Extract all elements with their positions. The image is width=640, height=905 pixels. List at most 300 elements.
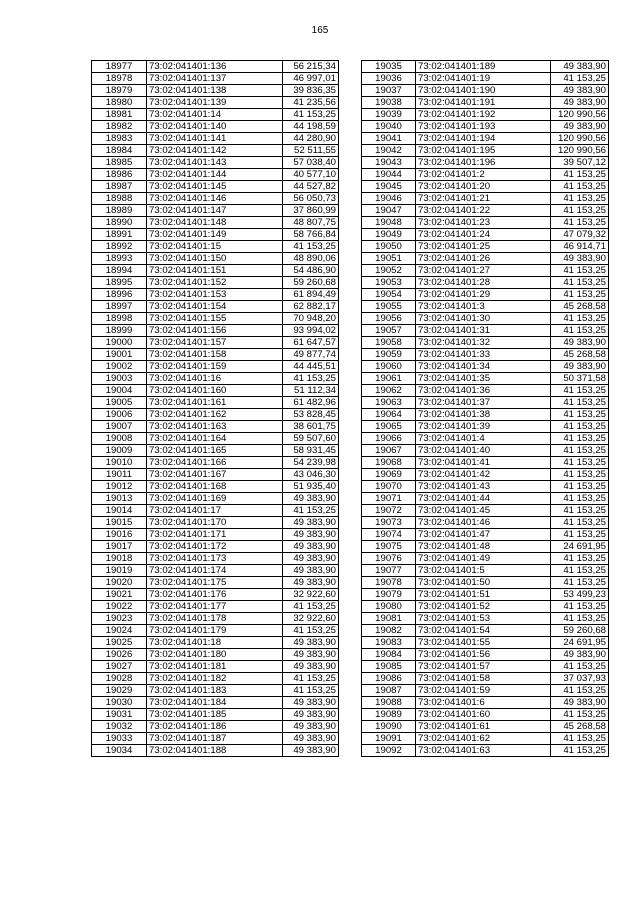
- row-number-cell: 18993: [92, 253, 147, 265]
- table-row: [362, 277, 609, 289]
- table-row: [362, 205, 609, 217]
- table-row: [362, 181, 609, 193]
- table-row: [362, 433, 609, 445]
- value-cell: 41 153,25: [551, 481, 609, 493]
- value-cell: 50 371,58: [551, 373, 609, 385]
- row-number-cell: 18985: [92, 157, 147, 169]
- row-number-cell: 19020: [92, 577, 147, 589]
- value-cell: 41 153,25: [551, 385, 609, 397]
- cadastral-number-cell: 73:02:041401:32: [416, 337, 551, 349]
- row-number-cell: 19086: [362, 673, 416, 685]
- row-number-cell: 18990: [92, 217, 147, 229]
- cadastral-number-cell: 73:02:041401:36: [416, 385, 551, 397]
- value-cell: 37 860,99: [283, 205, 339, 217]
- row-number-cell: 19018: [92, 553, 147, 565]
- cadastral-number-cell: 73:02:041401:181: [147, 661, 283, 673]
- table-row: [362, 541, 609, 553]
- value-cell: 59 260,68: [283, 277, 339, 289]
- table-row: [362, 721, 609, 733]
- table-row: [362, 193, 609, 205]
- table-row: [92, 733, 339, 745]
- cadastral-number-cell: 73:02:041401:173: [147, 553, 283, 565]
- row-number-cell: 19004: [92, 385, 147, 397]
- cadastral-number-cell: 73:02:041401:195: [416, 145, 551, 157]
- cadastral-number-cell: 73:02:041401:22: [416, 205, 551, 217]
- row-number-cell: 19051: [362, 253, 416, 265]
- table-row: [362, 709, 609, 721]
- table-row: [362, 481, 609, 493]
- row-number-cell: 19064: [362, 409, 416, 421]
- value-cell: 53 499,23: [551, 589, 609, 601]
- cadastral-number-cell: 73:02:041401:150: [147, 253, 283, 265]
- table-row: [92, 445, 339, 457]
- cadastral-number-cell: 73:02:041401:15: [147, 241, 283, 253]
- cadastral-number-cell: 73:02:041401:49: [416, 553, 551, 565]
- cadastral-number-cell: 73:02:041401:170: [147, 517, 283, 529]
- table-row: [362, 469, 609, 481]
- row-number-cell: 19070: [362, 481, 416, 493]
- row-number-cell: 19019: [92, 565, 147, 577]
- cadastral-number-cell: 73:02:041401:61: [416, 721, 551, 733]
- table-row: [92, 253, 339, 265]
- row-number-cell: 19023: [92, 613, 147, 625]
- row-number-cell: 19084: [362, 649, 416, 661]
- table-row: [92, 385, 339, 397]
- row-number-cell: 19050: [362, 241, 416, 253]
- value-cell: 49 383,90: [551, 85, 609, 97]
- cadastral-number-cell: 73:02:041401:180: [147, 649, 283, 661]
- cadastral-number-cell: 73:02:041401:152: [147, 277, 283, 289]
- value-cell: 41 153,25: [551, 277, 609, 289]
- value-cell: 41 153,25: [551, 529, 609, 541]
- value-cell: 40 577,10: [283, 169, 339, 181]
- row-number-cell: 19046: [362, 193, 416, 205]
- row-number-cell: 18992: [92, 241, 147, 253]
- row-number-cell: 19015: [92, 517, 147, 529]
- row-number-cell: 18991: [92, 229, 147, 241]
- value-cell: 41 153,25: [551, 217, 609, 229]
- cadastral-number-cell: 73:02:041401:28: [416, 277, 551, 289]
- row-number-cell: 19012: [92, 481, 147, 493]
- row-number-cell: 19090: [362, 721, 416, 733]
- table-row: [92, 121, 339, 133]
- row-number-cell: 18988: [92, 193, 147, 205]
- value-cell: 56 215,34: [283, 61, 339, 73]
- table-row: [92, 277, 339, 289]
- cadastral-number-cell: 73:02:041401:154: [147, 301, 283, 313]
- cadastral-number-cell: 73:02:041401:196: [416, 157, 551, 169]
- value-cell: 32 922,60: [283, 613, 339, 625]
- table-row: [92, 73, 339, 85]
- value-cell: 41 153,25: [283, 241, 339, 253]
- cadastral-number-cell: 73:02:041401:27: [416, 265, 551, 277]
- row-number-cell: 19029: [92, 685, 147, 697]
- value-cell: 49 383,90: [283, 493, 339, 505]
- value-cell: 43 046,30: [283, 469, 339, 481]
- row-number-cell: 19000: [92, 337, 147, 349]
- value-cell: 62 882,17: [283, 301, 339, 313]
- value-cell: 24 691,95: [551, 637, 609, 649]
- page-number: 165: [311, 25, 329, 36]
- table-row: [362, 61, 609, 73]
- value-cell: 41 153,25: [551, 433, 609, 445]
- table-row: [92, 409, 339, 421]
- table-row: [92, 241, 339, 253]
- table-row: [92, 217, 339, 229]
- value-cell: 51 112,34: [283, 385, 339, 397]
- table-row: [92, 181, 339, 193]
- table-row: [362, 745, 609, 757]
- table-row: [362, 625, 609, 637]
- table-row: [92, 565, 339, 577]
- cadastral-number-cell: 73:02:041401:167: [147, 469, 283, 481]
- cadastral-number-cell: 73:02:041401:38: [416, 409, 551, 421]
- row-number-cell: 19032: [92, 721, 147, 733]
- table-row: [362, 673, 609, 685]
- cadastral-number-cell: 73:02:041401:50: [416, 577, 551, 589]
- value-cell: 41 153,25: [283, 373, 339, 385]
- table-row: [92, 133, 339, 145]
- row-number-cell: 19076: [362, 553, 416, 565]
- table-row: [362, 85, 609, 97]
- row-number-cell: 19077: [362, 565, 416, 577]
- value-cell: 57 038,40: [283, 157, 339, 169]
- row-number-cell: 18982: [92, 121, 147, 133]
- row-number-cell: 19078: [362, 577, 416, 589]
- value-cell: 41 153,25: [551, 601, 609, 613]
- value-cell: 41 153,25: [551, 517, 609, 529]
- table-row: [92, 457, 339, 469]
- value-cell: 24 691,95: [551, 541, 609, 553]
- row-number-cell: 19031: [92, 709, 147, 721]
- table-row: [92, 289, 339, 301]
- row-number-cell: 19091: [362, 733, 416, 745]
- row-number-cell: 19035: [362, 61, 416, 73]
- row-number-cell: 19059: [362, 349, 416, 361]
- row-number-cell: 18987: [92, 181, 147, 193]
- row-number-cell: 18983: [92, 133, 147, 145]
- cadastral-number-cell: 73:02:041401:164: [147, 433, 283, 445]
- value-cell: 44 445,51: [283, 361, 339, 373]
- value-cell: 41 153,25: [551, 313, 609, 325]
- table-row: [362, 685, 609, 697]
- value-cell: 49 383,90: [283, 697, 339, 709]
- table-row: [362, 613, 609, 625]
- table-row: [362, 145, 609, 157]
- cadastral-number-cell: 73:02:041401:171: [147, 529, 283, 541]
- value-cell: 61 482,96: [283, 397, 339, 409]
- value-cell: 44 280,90: [283, 133, 339, 145]
- cadastral-number-cell: 73:02:041401:193: [416, 121, 551, 133]
- table-row: [362, 133, 609, 145]
- value-cell: 41 153,25: [283, 685, 339, 697]
- row-number-cell: 19043: [362, 157, 416, 169]
- cadastral-number-cell: 73:02:041401:60: [416, 709, 551, 721]
- table-row: [92, 625, 339, 637]
- row-number-cell: 18998: [92, 313, 147, 325]
- table-row: [92, 613, 339, 625]
- value-cell: 49 383,90: [283, 649, 339, 661]
- cadastral-number-cell: 73:02:041401:151: [147, 265, 283, 277]
- cadastral-number-cell: 73:02:041401:4: [416, 433, 551, 445]
- value-cell: 58 931,45: [283, 445, 339, 457]
- row-number-cell: 19083: [362, 637, 416, 649]
- value-cell: 41 153,25: [551, 457, 609, 469]
- cadastral-number-cell: 73:02:041401:57: [416, 661, 551, 673]
- row-number-cell: 19058: [362, 337, 416, 349]
- cadastral-number-cell: 73:02:041401:35: [416, 373, 551, 385]
- table-row: [362, 733, 609, 745]
- value-cell: 49 383,90: [283, 721, 339, 733]
- cadastral-number-cell: 73:02:041401:172: [147, 541, 283, 553]
- cadastral-number-cell: 73:02:041401:158: [147, 349, 283, 361]
- cadastral-number-cell: 73:02:041401:3: [416, 301, 551, 313]
- value-cell: 49 383,90: [551, 61, 609, 73]
- table-row: [92, 325, 339, 337]
- cadastral-number-cell: 73:02:041401:53: [416, 613, 551, 625]
- cadastral-number-cell: 73:02:041401:42: [416, 469, 551, 481]
- row-number-cell: 19089: [362, 709, 416, 721]
- row-number-cell: 19057: [362, 325, 416, 337]
- parcel-table-left: [91, 60, 339, 757]
- table-row: [362, 97, 609, 109]
- value-cell: 52 511,55: [283, 145, 339, 157]
- value-cell: 41 153,25: [551, 745, 609, 757]
- value-cell: 49 383,90: [551, 697, 609, 709]
- cadastral-number-cell: 73:02:041401:166: [147, 457, 283, 469]
- row-number-cell: 18978: [92, 73, 147, 85]
- table-row: [362, 385, 609, 397]
- value-cell: 39 836,35: [283, 85, 339, 97]
- cadastral-number-cell: 73:02:041401:175: [147, 577, 283, 589]
- table-row: [92, 697, 339, 709]
- cadastral-number-cell: 73:02:041401:182: [147, 673, 283, 685]
- value-cell: 41 153,25: [551, 613, 609, 625]
- cadastral-number-cell: 73:02:041401:59: [416, 685, 551, 697]
- row-number-cell: 19025: [92, 637, 147, 649]
- row-number-cell: 19028: [92, 673, 147, 685]
- row-number-cell: 19041: [362, 133, 416, 145]
- cadastral-number-cell: 73:02:041401:165: [147, 445, 283, 457]
- row-number-cell: 19027: [92, 661, 147, 673]
- table-row: [362, 397, 609, 409]
- cadastral-number-cell: 73:02:041401:23: [416, 217, 551, 229]
- cadastral-number-cell: 73:02:041401:6: [416, 697, 551, 709]
- row-number-cell: 19042: [362, 145, 416, 157]
- cadastral-number-cell: 73:02:041401:138: [147, 85, 283, 97]
- row-number-cell: 19001: [92, 349, 147, 361]
- row-number-cell: 19063: [362, 397, 416, 409]
- table-row: [92, 61, 339, 73]
- value-cell: 41 153,25: [551, 661, 609, 673]
- value-cell: 41 153,25: [283, 625, 339, 637]
- cadastral-number-cell: 73:02:041401:176: [147, 589, 283, 601]
- table-row: [92, 553, 339, 565]
- cadastral-number-cell: 73:02:041401:37: [416, 397, 551, 409]
- row-number-cell: 18995: [92, 277, 147, 289]
- value-cell: 47 079,32: [551, 229, 609, 241]
- row-number-cell: 18999: [92, 325, 147, 337]
- table-row: [362, 109, 609, 121]
- cadastral-number-cell: 73:02:041401:40: [416, 445, 551, 457]
- table-row: [92, 637, 339, 649]
- cadastral-number-cell: 73:02:041401:141: [147, 133, 283, 145]
- table-row: [92, 169, 339, 181]
- value-cell: 49 383,90: [551, 649, 609, 661]
- value-cell: 49 383,90: [551, 361, 609, 373]
- table-row: [362, 649, 609, 661]
- value-cell: 41 235,56: [283, 97, 339, 109]
- value-cell: 41 153,25: [551, 181, 609, 193]
- value-cell: 49 383,90: [283, 661, 339, 673]
- value-cell: 41 153,25: [283, 673, 339, 685]
- value-cell: 49 383,90: [283, 733, 339, 745]
- row-number-cell: 19048: [362, 217, 416, 229]
- value-cell: 41 153,25: [551, 505, 609, 517]
- value-cell: 39 507,12: [551, 157, 609, 169]
- parcel-table-right: [361, 60, 609, 757]
- cadastral-number-cell: 73:02:041401:153: [147, 289, 283, 301]
- row-number-cell: 19080: [362, 601, 416, 613]
- cadastral-number-cell: 73:02:041401:187: [147, 733, 283, 745]
- value-cell: 51 935,40: [283, 481, 339, 493]
- row-number-cell: 19007: [92, 421, 147, 433]
- value-cell: 49 383,90: [551, 121, 609, 133]
- value-cell: 45 268,58: [551, 349, 609, 361]
- table-row: [362, 577, 609, 589]
- row-number-cell: 19038: [362, 97, 416, 109]
- cadastral-number-cell: 73:02:041401:31: [416, 325, 551, 337]
- cadastral-number-cell: 73:02:041401:191: [416, 97, 551, 109]
- row-number-cell: 19014: [92, 505, 147, 517]
- row-number-cell: 19061: [362, 373, 416, 385]
- row-number-cell: 19010: [92, 457, 147, 469]
- value-cell: 49 383,90: [283, 553, 339, 565]
- cadastral-number-cell: 73:02:041401:34: [416, 361, 551, 373]
- row-number-cell: 19021: [92, 589, 147, 601]
- table-row: [362, 457, 609, 469]
- row-number-cell: 19033: [92, 733, 147, 745]
- value-cell: 120 990,56: [551, 109, 609, 121]
- cadastral-number-cell: 73:02:041401:48: [416, 541, 551, 553]
- value-cell: 41 153,25: [283, 601, 339, 613]
- table-row: [362, 361, 609, 373]
- cadastral-number-cell: 73:02:041401:5: [416, 565, 551, 577]
- cadastral-number-cell: 73:02:041401:43: [416, 481, 551, 493]
- row-number-cell: 19062: [362, 385, 416, 397]
- row-number-cell: 19026: [92, 649, 147, 661]
- table-row: [92, 493, 339, 505]
- value-cell: 53 828,45: [283, 409, 339, 421]
- cadastral-number-cell: 73:02:041401:156: [147, 325, 283, 337]
- row-number-cell: 19024: [92, 625, 147, 637]
- value-cell: 41 153,25: [551, 205, 609, 217]
- value-cell: 58 766,84: [283, 229, 339, 241]
- table-row: [362, 325, 609, 337]
- table-row: [92, 193, 339, 205]
- row-number-cell: 19068: [362, 457, 416, 469]
- cadastral-number-cell: 73:02:041401:21: [416, 193, 551, 205]
- row-number-cell: 19054: [362, 289, 416, 301]
- row-number-cell: 18996: [92, 289, 147, 301]
- cadastral-number-cell: 73:02:041401:140: [147, 121, 283, 133]
- cadastral-number-cell: 73:02:041401:177: [147, 601, 283, 613]
- row-number-cell: 19016: [92, 529, 147, 541]
- row-number-cell: 19055: [362, 301, 416, 313]
- value-cell: 41 153,25: [551, 445, 609, 457]
- cadastral-number-cell: 73:02:041401:136: [147, 61, 283, 73]
- cadastral-number-cell: 73:02:041401:186: [147, 721, 283, 733]
- cadastral-number-cell: 73:02:041401:30: [416, 313, 551, 325]
- cadastral-number-cell: 73:02:041401:17: [147, 505, 283, 517]
- value-cell: 41 153,25: [551, 733, 609, 745]
- value-cell: 49 383,90: [551, 97, 609, 109]
- row-number-cell: 19036: [362, 73, 416, 85]
- value-cell: 41 153,25: [551, 565, 609, 577]
- value-cell: 41 153,25: [551, 169, 609, 181]
- cadastral-number-cell: 73:02:041401:169: [147, 493, 283, 505]
- table-row: [362, 157, 609, 169]
- cadastral-number-cell: 73:02:041401:192: [416, 109, 551, 121]
- row-number-cell: 19085: [362, 661, 416, 673]
- value-cell: 49 383,90: [283, 517, 339, 529]
- table-row: [362, 301, 609, 313]
- table-row: [362, 553, 609, 565]
- cadastral-number-cell: 73:02:041401:55: [416, 637, 551, 649]
- table-row: [92, 313, 339, 325]
- cadastral-number-cell: 73:02:041401:52: [416, 601, 551, 613]
- table-row: [92, 373, 339, 385]
- row-number-cell: 19008: [92, 433, 147, 445]
- table-row: [92, 205, 339, 217]
- row-number-cell: 19040: [362, 121, 416, 133]
- value-cell: 41 153,25: [551, 709, 609, 721]
- table-row: [92, 85, 339, 97]
- value-cell: 46 997,01: [283, 73, 339, 85]
- row-number-cell: 19052: [362, 265, 416, 277]
- table-row: [92, 229, 339, 241]
- value-cell: 70 948,20: [283, 313, 339, 325]
- value-cell: 41 153,25: [551, 325, 609, 337]
- cadastral-number-cell: 73:02:041401:20: [416, 181, 551, 193]
- table-row: [92, 541, 339, 553]
- row-number-cell: 19006: [92, 409, 147, 421]
- table-row: [92, 421, 339, 433]
- row-number-cell: 19072: [362, 505, 416, 517]
- row-number-cell: 18994: [92, 265, 147, 277]
- row-number-cell: 19082: [362, 625, 416, 637]
- row-number-cell: 19053: [362, 277, 416, 289]
- value-cell: 49 383,90: [283, 565, 339, 577]
- value-cell: 59 260,68: [551, 625, 609, 637]
- value-cell: 49 383,90: [551, 337, 609, 349]
- cadastral-number-cell: 73:02:041401:162: [147, 409, 283, 421]
- value-cell: 49 383,90: [283, 709, 339, 721]
- cadastral-number-cell: 73:02:041401:54: [416, 625, 551, 637]
- row-number-cell: 18986: [92, 169, 147, 181]
- value-cell: 41 153,25: [551, 265, 609, 277]
- value-cell: 120 990,56: [551, 145, 609, 157]
- table-row: [92, 709, 339, 721]
- table-row: [362, 73, 609, 85]
- row-number-cell: 19039: [362, 109, 416, 121]
- cadastral-number-cell: 73:02:041401:183: [147, 685, 283, 697]
- cadastral-number-cell: 73:02:041401:47: [416, 529, 551, 541]
- table-row: [92, 661, 339, 673]
- value-cell: 54 486,90: [283, 265, 339, 277]
- value-cell: 45 268,58: [551, 301, 609, 313]
- table-row: [92, 505, 339, 517]
